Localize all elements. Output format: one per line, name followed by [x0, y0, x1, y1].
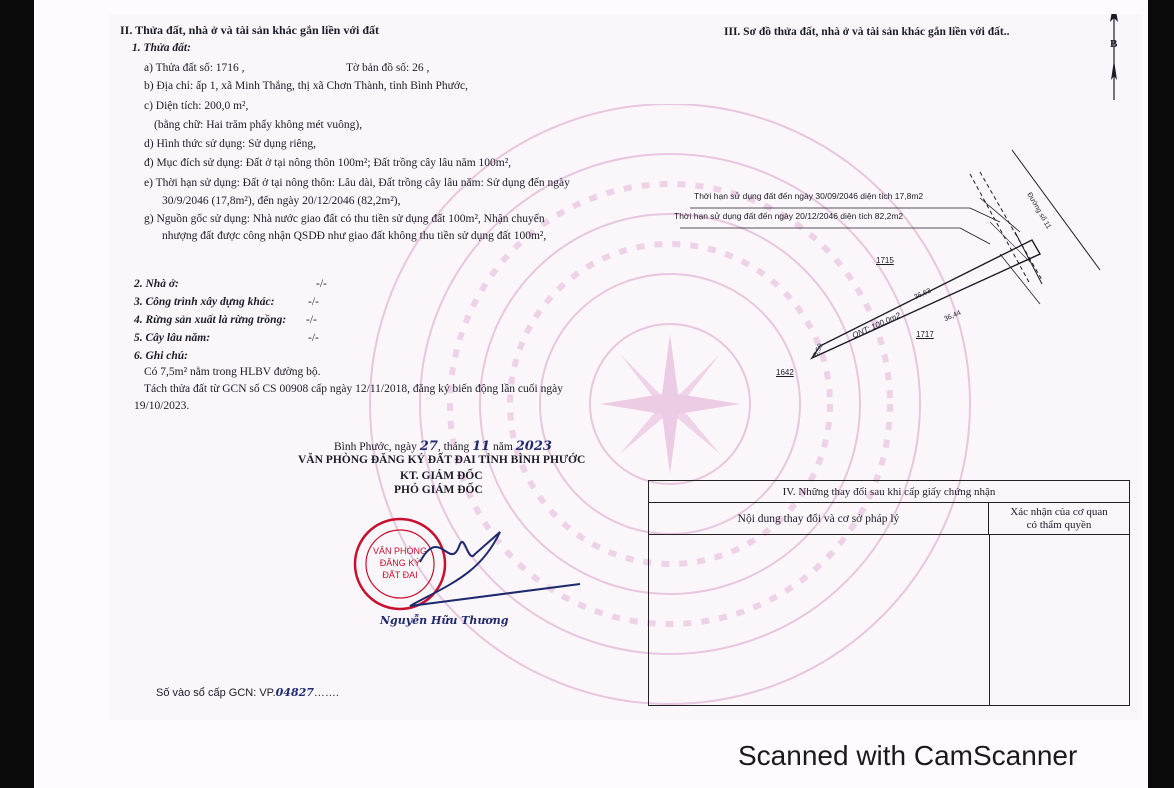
- signer-name: Nguyễn Hữu Thương: [380, 614, 509, 627]
- note-line2: Tách thửa đất từ GCN số CS 00908 cấp ngày 12/11/2018, đăng ký biến động lần cuối ngày: [144, 383, 563, 395]
- confirmation-column-header: Xác nhận của cơ quan có thẩm quyền: [989, 503, 1129, 535]
- signer-title-1: KT. GIÁM ĐỐC: [400, 470, 483, 482]
- notes-label: 6. Ghi chú:: [134, 350, 188, 362]
- parcel-1717: 1717: [916, 330, 934, 339]
- road-label: Đường số 11: [1025, 191, 1052, 231]
- dimension-west: 5,50: [812, 342, 825, 359]
- svg-text:ĐĂNG KÝ: ĐĂNG KÝ: [379, 558, 421, 568]
- term-label-1: Thời hạn sử dụng đất đến ngày 30/09/2046 diện tích 17,8m2: [694, 191, 924, 201]
- house-label: 2. Nhà ở:: [134, 278, 179, 290]
- section-iv-heading: IV. Những thay đổi sau khi cấp giấy chứng nhận: [649, 481, 1129, 503]
- signer-title-2: PHÓ GIÁM ĐỐC: [394, 484, 483, 496]
- section-ii-heading: II. Thửa đất, nhà ở và tài sản khác gắn liền với đất: [120, 23, 380, 37]
- area: c) Diện tích: 200,0 m²,: [144, 100, 249, 112]
- address: b) Địa chỉ: ấp 1, xã Minh Thắng, thị xã Chơn Thành, tỉnh Bình Phước,: [144, 80, 468, 92]
- issuing-office: VĂN PHÒNG ĐĂNG KÝ ĐẤT ĐAI TỈNH BÌNH PHƯỚC: [298, 454, 586, 466]
- svg-text:ĐẤT ĐAI: ĐẤT ĐAI: [382, 570, 418, 580]
- svg-text:VĂN PHÒNG: VĂN PHÒNG: [372, 546, 428, 556]
- parcel-1715: 1715: [876, 256, 894, 265]
- usage-origin-line1: g) Nguồn gốc sử dụng: Nhà nước giao đất có thu tiền sử dụng đất 100m², Nhận chuyển: [144, 213, 545, 225]
- term-label-2: Thời hạn sử dụng đất đến ngày 20/12/2046 diện tích 82,2m2: [674, 211, 904, 221]
- house-value: -/-: [316, 278, 327, 290]
- usage-form: d) Hình thức sử dụng: Sử dụng riêng,: [144, 138, 317, 150]
- certificate-sheet: [110, 14, 1142, 720]
- parcel-diagram: [670, 144, 1130, 404]
- usage-purpose: đ) Mục đích sử dụng: Đất ở tại nông thôn 100m²; Đất trồng cây lâu năm 100m²,: [144, 157, 512, 169]
- camscanner-watermark: Scanned with CamScanner: [738, 740, 1078, 771]
- tree-value: -/-: [308, 332, 319, 344]
- note-line3: 19/10/2023.: [134, 400, 190, 412]
- area-in-words: (bằng chữ: Hai trăm phẩy không mét vuông),: [154, 119, 363, 131]
- handwritten-signature: [350, 514, 590, 614]
- building-value: -/-: [308, 296, 319, 308]
- usage-term-line1: e) Thời hạn sử dụng: Đất ở tại nông thôn: Lâu dài, Đất trồng cây lâu năm: Sử dụng đến ngày: [144, 177, 570, 189]
- dimension-south: 36,44: [943, 309, 963, 324]
- issue-date: Bình Phước, ngày 27, tháng 11 năm 2023: [334, 439, 552, 454]
- forest-label: 4. Rừng sản xuất là rừng trồng:: [134, 314, 287, 326]
- usage-origin-line2: nhượng đất được công nhận QSDĐ như giao đất không thu tiền sử dụng đất 100m²,: [162, 230, 547, 242]
- parcel-number: a) Thửa đất số: 1716 ,: [144, 62, 245, 74]
- changes-table: [648, 480, 1130, 706]
- ont-area-label: ONT: 100,0m2: [850, 310, 902, 341]
- tree-label: 5. Cây lâu năm:: [134, 332, 211, 344]
- map-sheet-number: Tờ bản đồ số: 26 ,: [346, 62, 430, 74]
- table-divider: [989, 535, 990, 705]
- forest-value: -/-: [306, 314, 317, 326]
- parcel-1642: 1642: [776, 368, 794, 377]
- north-label: B: [1110, 38, 1118, 50]
- changes-column-header: Nội dung thay đổi và cơ sở pháp lý: [649, 503, 989, 535]
- usage-term-line2: 30/9/2046 (17,8m²), đến ngày 20/12/2046 (82,2m²),: [162, 195, 401, 207]
- land-heading: 1. Thửa đất:: [132, 42, 191, 54]
- note-line1: Có 7,5m² nằm trong HLBV đường bộ.: [144, 366, 321, 378]
- scanned-page: [34, 0, 1148, 788]
- section-iii-heading: III. Sơ đồ thửa đất, nhà ở và tài sản khác gắn liền với đất..: [724, 26, 1010, 38]
- register-number: Số vào sổ cấp GCN: VP.04827…….: [156, 686, 339, 699]
- building-label: 3. Công trình xây dựng khác:: [134, 296, 275, 308]
- north-arrow-icon: [1106, 14, 1122, 100]
- dimension-north: 36,63: [913, 287, 933, 302]
